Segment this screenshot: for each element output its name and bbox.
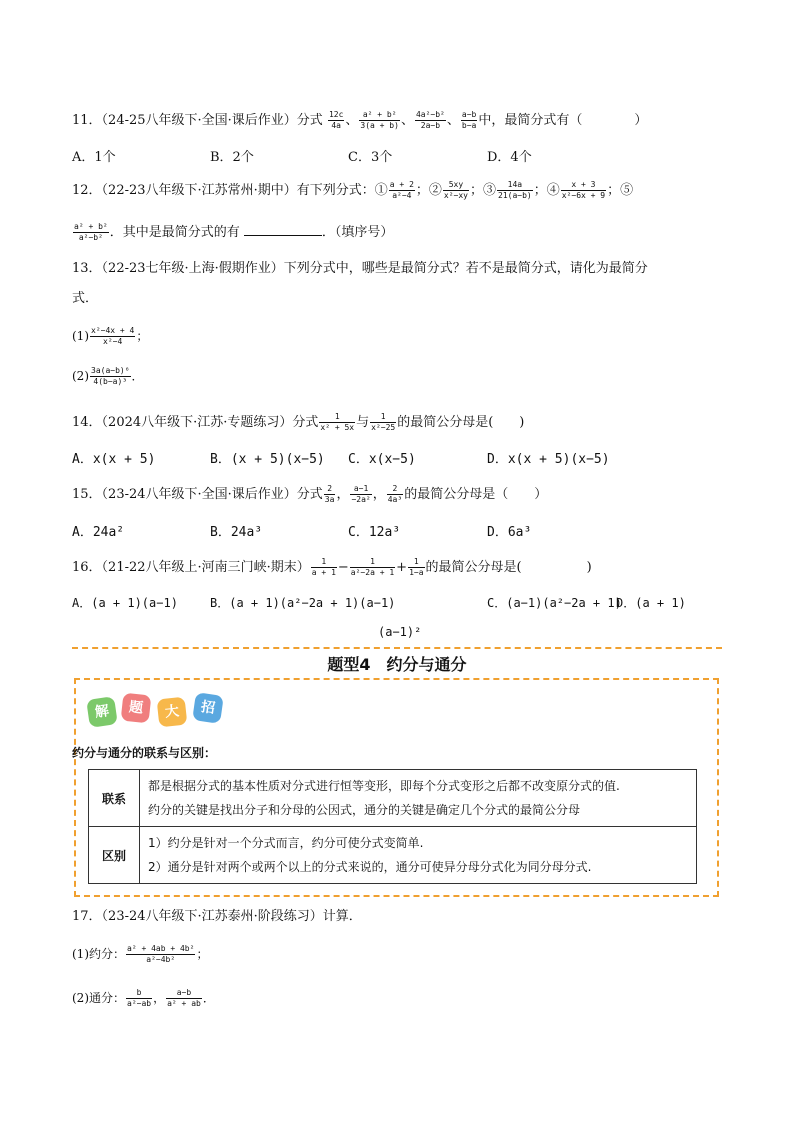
fraction: $\frac{12c}{4a}$ (328, 110, 344, 130)
option-c: C．(a−1)(a²−2a + 1) (487, 596, 622, 610)
option-a: A．(a + 1)(a−1) (72, 596, 178, 610)
question-13: 13．（22-23七年级·上海·假期作业）下列分式中，哪些是最简分式？若不是最简分式，请化为最简分 (72, 261, 648, 276)
fraction: $\frac{x + 3}{\text{x²−6x + 9}}$ (561, 180, 606, 200)
fraction: $\frac{\text{a² + b²}}{3(a + b)}$ (360, 110, 399, 130)
fraction: $\frac{2}{\text{4a³}}$ (387, 484, 403, 504)
fraction: $\frac{a-b}{\text{a² + ab}}$ (167, 988, 201, 1008)
fraction: $\frac{\text{a² + 4ab + 4b²}}{\text{a²−4b²}}$ (127, 944, 195, 964)
option-d: D．4个 (487, 150, 532, 165)
question-14: 14．（2024八年级下·江苏·专题练习）分式 $\frac{1}{\text{x² + 5x}}$ 与 $\frac{1}{\text{x²−25}}$ 的最简公分母是( ) (72, 412, 525, 432)
question-17-part1: (1)约分： $\frac{\text{a² + 4ab + 4b²}}{\text{a²−4b²}}$ ； (72, 944, 209, 964)
fraction: $\frac{a + 2}{\text{a²−4}}$ (389, 180, 414, 200)
option-c: C．3个 (348, 150, 393, 165)
fraction: $\frac{1}{\text{x²−25}}$ (371, 412, 396, 432)
question-15: 15．（23-24八年级下·全国·课后作业）分式 $\frac{2}{3a}$ ， $\frac{a-1}{\text{−2a²}}$ ， $\frac{2}{\text{4a³}}$ 的最简公分母是（ ） (72, 484, 548, 504)
fraction: $\frac{a-b}{b-a}$ (461, 110, 477, 130)
fraction: $\frac{b}{\text{a²−ab}}$ (127, 988, 152, 1008)
option-c: C．x(x−5) (348, 452, 416, 467)
option-a: A．x(x + 5) (72, 452, 156, 467)
fraction: $\frac{\text{4a²−b²}}{2a-b}$ (415, 110, 445, 130)
option-b: B．(x + 5)(x−5) (210, 452, 325, 467)
answer-blank[interactable] (244, 223, 322, 236)
relation-table (88, 769, 697, 884)
tips-heading: 约分与通分的联系与区别： (72, 746, 217, 760)
table-row (89, 770, 697, 827)
question-11: 11．（24-25八年级下·全国·课后作业）分式 $\frac{12c}{4a}$ 、 $\frac{\text{a² + b²}}{3(a + b)}$ 、 $\frac{\text{4a²−b²}}{2a-b}$ 、 $\frac{a-b}{b-a}$ 中，最简分式有（ ） (72, 110, 648, 130)
fraction: $\frac{\text{a² + b²}}{\text{a²−b²}}$ (74, 222, 108, 242)
option-a: A．1个 (72, 150, 116, 165)
row-label: 区别 (89, 827, 140, 884)
option-b: B．24a³ (210, 525, 263, 540)
fraction: $\frac{a-1}{\text{−2a²}}$ (351, 484, 371, 504)
fraction: $\frac{1}{1-a}$ (409, 557, 424, 577)
option-b: B．2个 (210, 150, 254, 165)
section-divider (72, 647, 722, 649)
question-13-cont: 式． (72, 291, 99, 306)
option-d: D．(a + 1) (616, 596, 686, 610)
section-title: 题型4 约分与通分 (327, 655, 467, 674)
option-d: D．x(x + 5)(x−5) (487, 452, 610, 467)
question-17: 17．（23-24八年级下·江苏泰州·阶段练习）计算． (72, 909, 362, 924)
badge-char: 大 (157, 697, 188, 728)
badge-char: 招 (192, 692, 224, 724)
fraction: $\frac{\text{3a(a−b)⁶}}{\text{4(b−a)³}}$ (91, 366, 130, 386)
question-16: 16．（21-22八年级上·河南三门峡·期末） $\frac{1}{a + 1}$ − $\frac{1}{\text{a²−2a + 1}}$ + $\frac{1}{1-a}$ 的最简公分母是( ) (72, 557, 592, 577)
question-13-part1: (1) $\frac{\text{x²−4x + 4}}{\text{x²−4}}$ ； (72, 326, 149, 346)
badge-char: 解 (86, 696, 118, 728)
row-content: 都是根据分式的基本性质对分式进行恒等变形，即每个分式变形之后都不改变原分式的值. 约分的关键是找出分子和分母的公因式，通分的关键是确定几个分式的最简公分母 (140, 770, 697, 827)
fraction: $\frac{5xy}{\text{x²−xy}}$ (443, 180, 468, 200)
question-12-cont: $\frac{\text{a² + b²}}{\text{a²−b²}}$ ．其中是最简分式的有 ．（填序号） (74, 222, 394, 242)
fraction: $\frac{1}{a + 1}$ (311, 557, 336, 577)
option-c: C．12a³ (348, 525, 401, 540)
fraction: $\frac{2}{3a}$ (324, 484, 335, 504)
option-d: D．6a³ (487, 525, 532, 540)
question-12: 12．（22-23八年级下·江苏常州·期中）有下列分式：① $\frac{a + 2}{\text{a²−4}}$ ；② $\frac{5xy}{\text{x²−xy}}$ ；③ $\frac{14a}{21(a-b)}$ ；④ $\frac{x + 3}{\text{x²−6x + 9}}$ ；⑤ (72, 180, 634, 200)
row-content: 1）约分是针对一个分式而言，约分可使分式变简单. 2）通分是针对两个或两个以上的分式来说的，通分可使异分母分式化为同分母分式. (140, 827, 697, 884)
table-row (89, 827, 697, 884)
fraction: $\frac{1}{\text{x² + 5x}}$ (320, 412, 355, 432)
question-17-part2: (2)通分： $\frac{b}{\text{a²−ab}}$ ， $\frac{a-b}{\text{a² + ab}}$ ． (72, 988, 215, 1008)
fraction: $\frac{14a}{21(a-b)}$ (498, 180, 532, 200)
option-b: B．(a + 1)(a²−2a + 1)(a−1) (210, 596, 396, 610)
fraction: $\frac{1}{\text{a²−2a + 1}}$ (350, 557, 395, 577)
option-d-continued: (a−1)² (378, 625, 422, 639)
question-13-part2: (2) $\frac{\text{3a(a−b)⁶}}{\text{4(b−a)³}}$ ． (72, 366, 144, 386)
option-a: A．24a² (72, 525, 125, 540)
row-label: 联系 (89, 770, 140, 827)
fraction: $\frac{\text{x²−4x + 4}}{\text{x²−4}}$ (91, 326, 135, 346)
badge-char: 题 (121, 693, 152, 724)
